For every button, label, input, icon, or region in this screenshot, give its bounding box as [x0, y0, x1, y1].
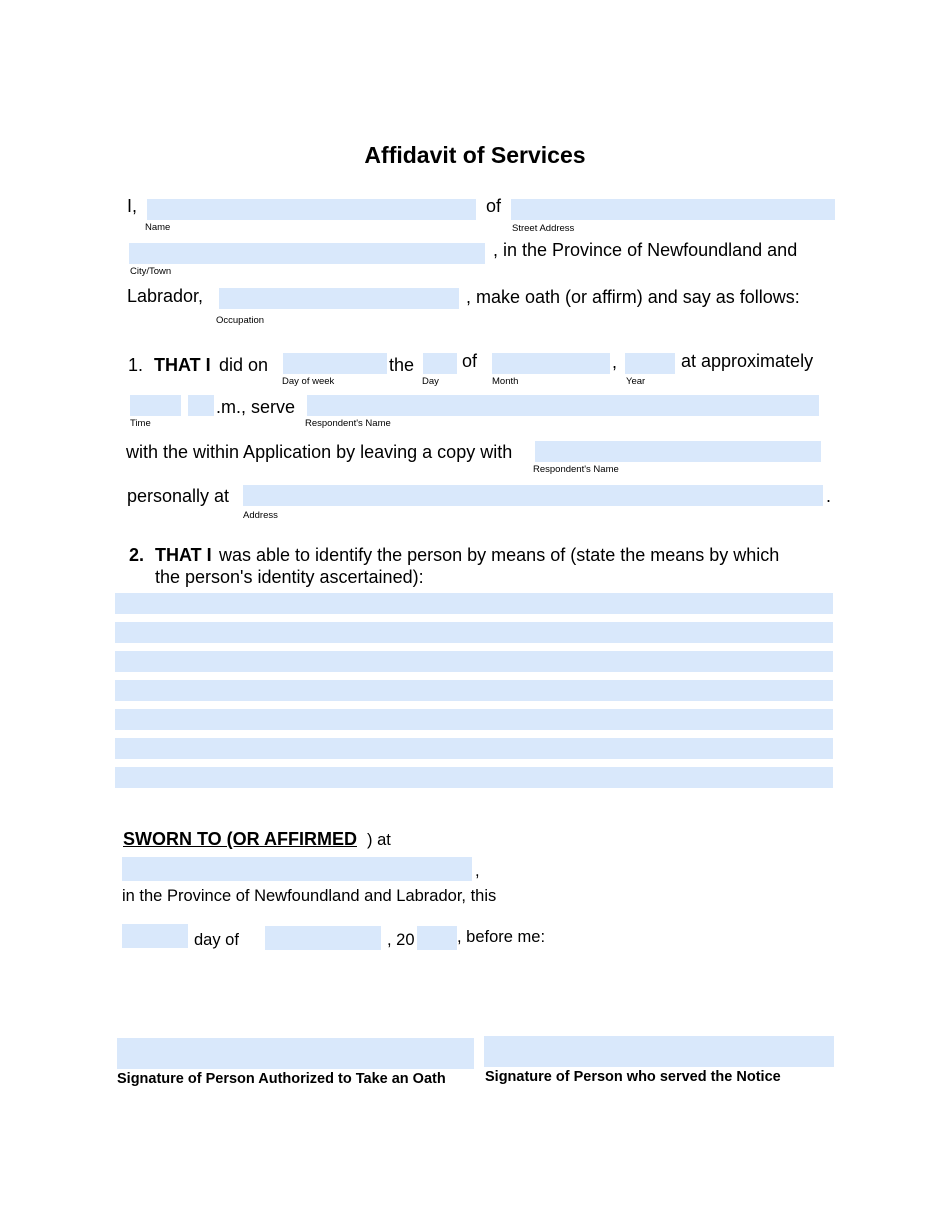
m-serve-text: .m., serve — [216, 397, 296, 417]
sworn-year-field[interactable] — [417, 926, 457, 950]
i-label: I, — [127, 196, 138, 216]
day-of-week-field[interactable] — [283, 353, 387, 374]
occupation-field[interactable] — [219, 288, 459, 309]
day-of-week-caption: Day of week — [282, 376, 335, 387]
year-caption: Year — [626, 376, 646, 387]
the-text: the — [389, 355, 415, 375]
did-on-text: did on — [219, 355, 269, 375]
sworn-comma: , — [475, 862, 480, 880]
sworn-day-field[interactable] — [122, 924, 188, 948]
of-text: of — [462, 351, 478, 371]
province-text: , in the Province of Newfoundland and — [493, 240, 798, 260]
sworn-heading: SWORN TO (OR AFFIRMED — [123, 829, 357, 849]
name-caption: Name — [145, 222, 171, 233]
identification-line-2[interactable] — [115, 622, 833, 643]
section2-that-i: THAT I — [155, 545, 212, 565]
labrador-text: Labrador, — [127, 286, 204, 306]
respondent-name-field[interactable] — [307, 395, 819, 416]
identification-line-6[interactable] — [115, 738, 833, 759]
identification-line-7[interactable] — [115, 767, 833, 788]
sworn-location-field[interactable] — [122, 857, 472, 881]
respondent-name-caption-2: Respondent's Name — [533, 464, 619, 475]
time-caption: Time — [130, 418, 151, 429]
identification-line-1[interactable] — [115, 593, 833, 614]
personally-at-text: personally at — [127, 486, 230, 506]
occupation-caption: Occupation — [216, 315, 265, 326]
comma-text: , — [612, 352, 618, 372]
year-field[interactable] — [625, 353, 675, 374]
oath-text: , make oath (or affirm) and say as follows: — [466, 287, 800, 307]
authorized-signature-field[interactable] — [117, 1038, 474, 1069]
time-field[interactable] — [130, 395, 181, 416]
section2-number: 2. — [129, 545, 145, 565]
period-text: . — [826, 486, 832, 506]
before-me-text: , before me: — [457, 928, 546, 946]
section1-number: 1. — [128, 355, 144, 375]
server-signature-field[interactable] — [484, 1036, 834, 1067]
street-address-caption: Street Address — [512, 223, 575, 234]
respondent-name-caption: Respondent's Name — [305, 418, 391, 429]
city-town-caption: City/Town — [130, 266, 172, 277]
day-field[interactable] — [423, 353, 457, 374]
city-town-field[interactable] — [129, 243, 485, 264]
of-label: of — [486, 196, 502, 216]
authorized-signature-label: Signature of Person Authorized to Take an Oath — [117, 1071, 446, 1087]
leaving-copy-text: with the within Application by leaving a copy with — [126, 442, 513, 462]
address-field[interactable] — [243, 485, 823, 506]
identification-line-4[interactable] — [115, 680, 833, 701]
server-signature-label: Signature of Person who served the Notice — [485, 1069, 781, 1085]
sworn-at-text: ) at — [367, 831, 391, 849]
twenty-text: , 20 — [387, 931, 415, 949]
approximately-text: at approximately — [681, 351, 814, 371]
day-of-text: day of — [194, 931, 239, 949]
section2-text-2: the person's identity ascertained): — [155, 567, 424, 587]
sworn-month-field[interactable] — [265, 926, 381, 950]
address-caption: Address — [243, 510, 278, 521]
name-field[interactable] — [147, 199, 476, 220]
am-pm-field[interactable] — [188, 395, 214, 416]
street-address-field[interactable] — [511, 199, 835, 220]
identification-line-5[interactable] — [115, 709, 833, 730]
section1-that-i: THAT I — [154, 355, 211, 375]
month-field[interactable] — [492, 353, 610, 374]
province-line: in the Province of Newfoundland and Labrador, this — [122, 887, 497, 905]
respondent-name-field-2[interactable] — [535, 441, 821, 462]
page-title: Affidavit of Services — [364, 142, 586, 168]
identification-line-3[interactable] — [115, 651, 833, 672]
day-caption: Day — [422, 376, 439, 387]
section2-text-1: was able to identify the person by means of (state the means by which — [219, 545, 780, 565]
month-caption: Month — [492, 376, 519, 387]
